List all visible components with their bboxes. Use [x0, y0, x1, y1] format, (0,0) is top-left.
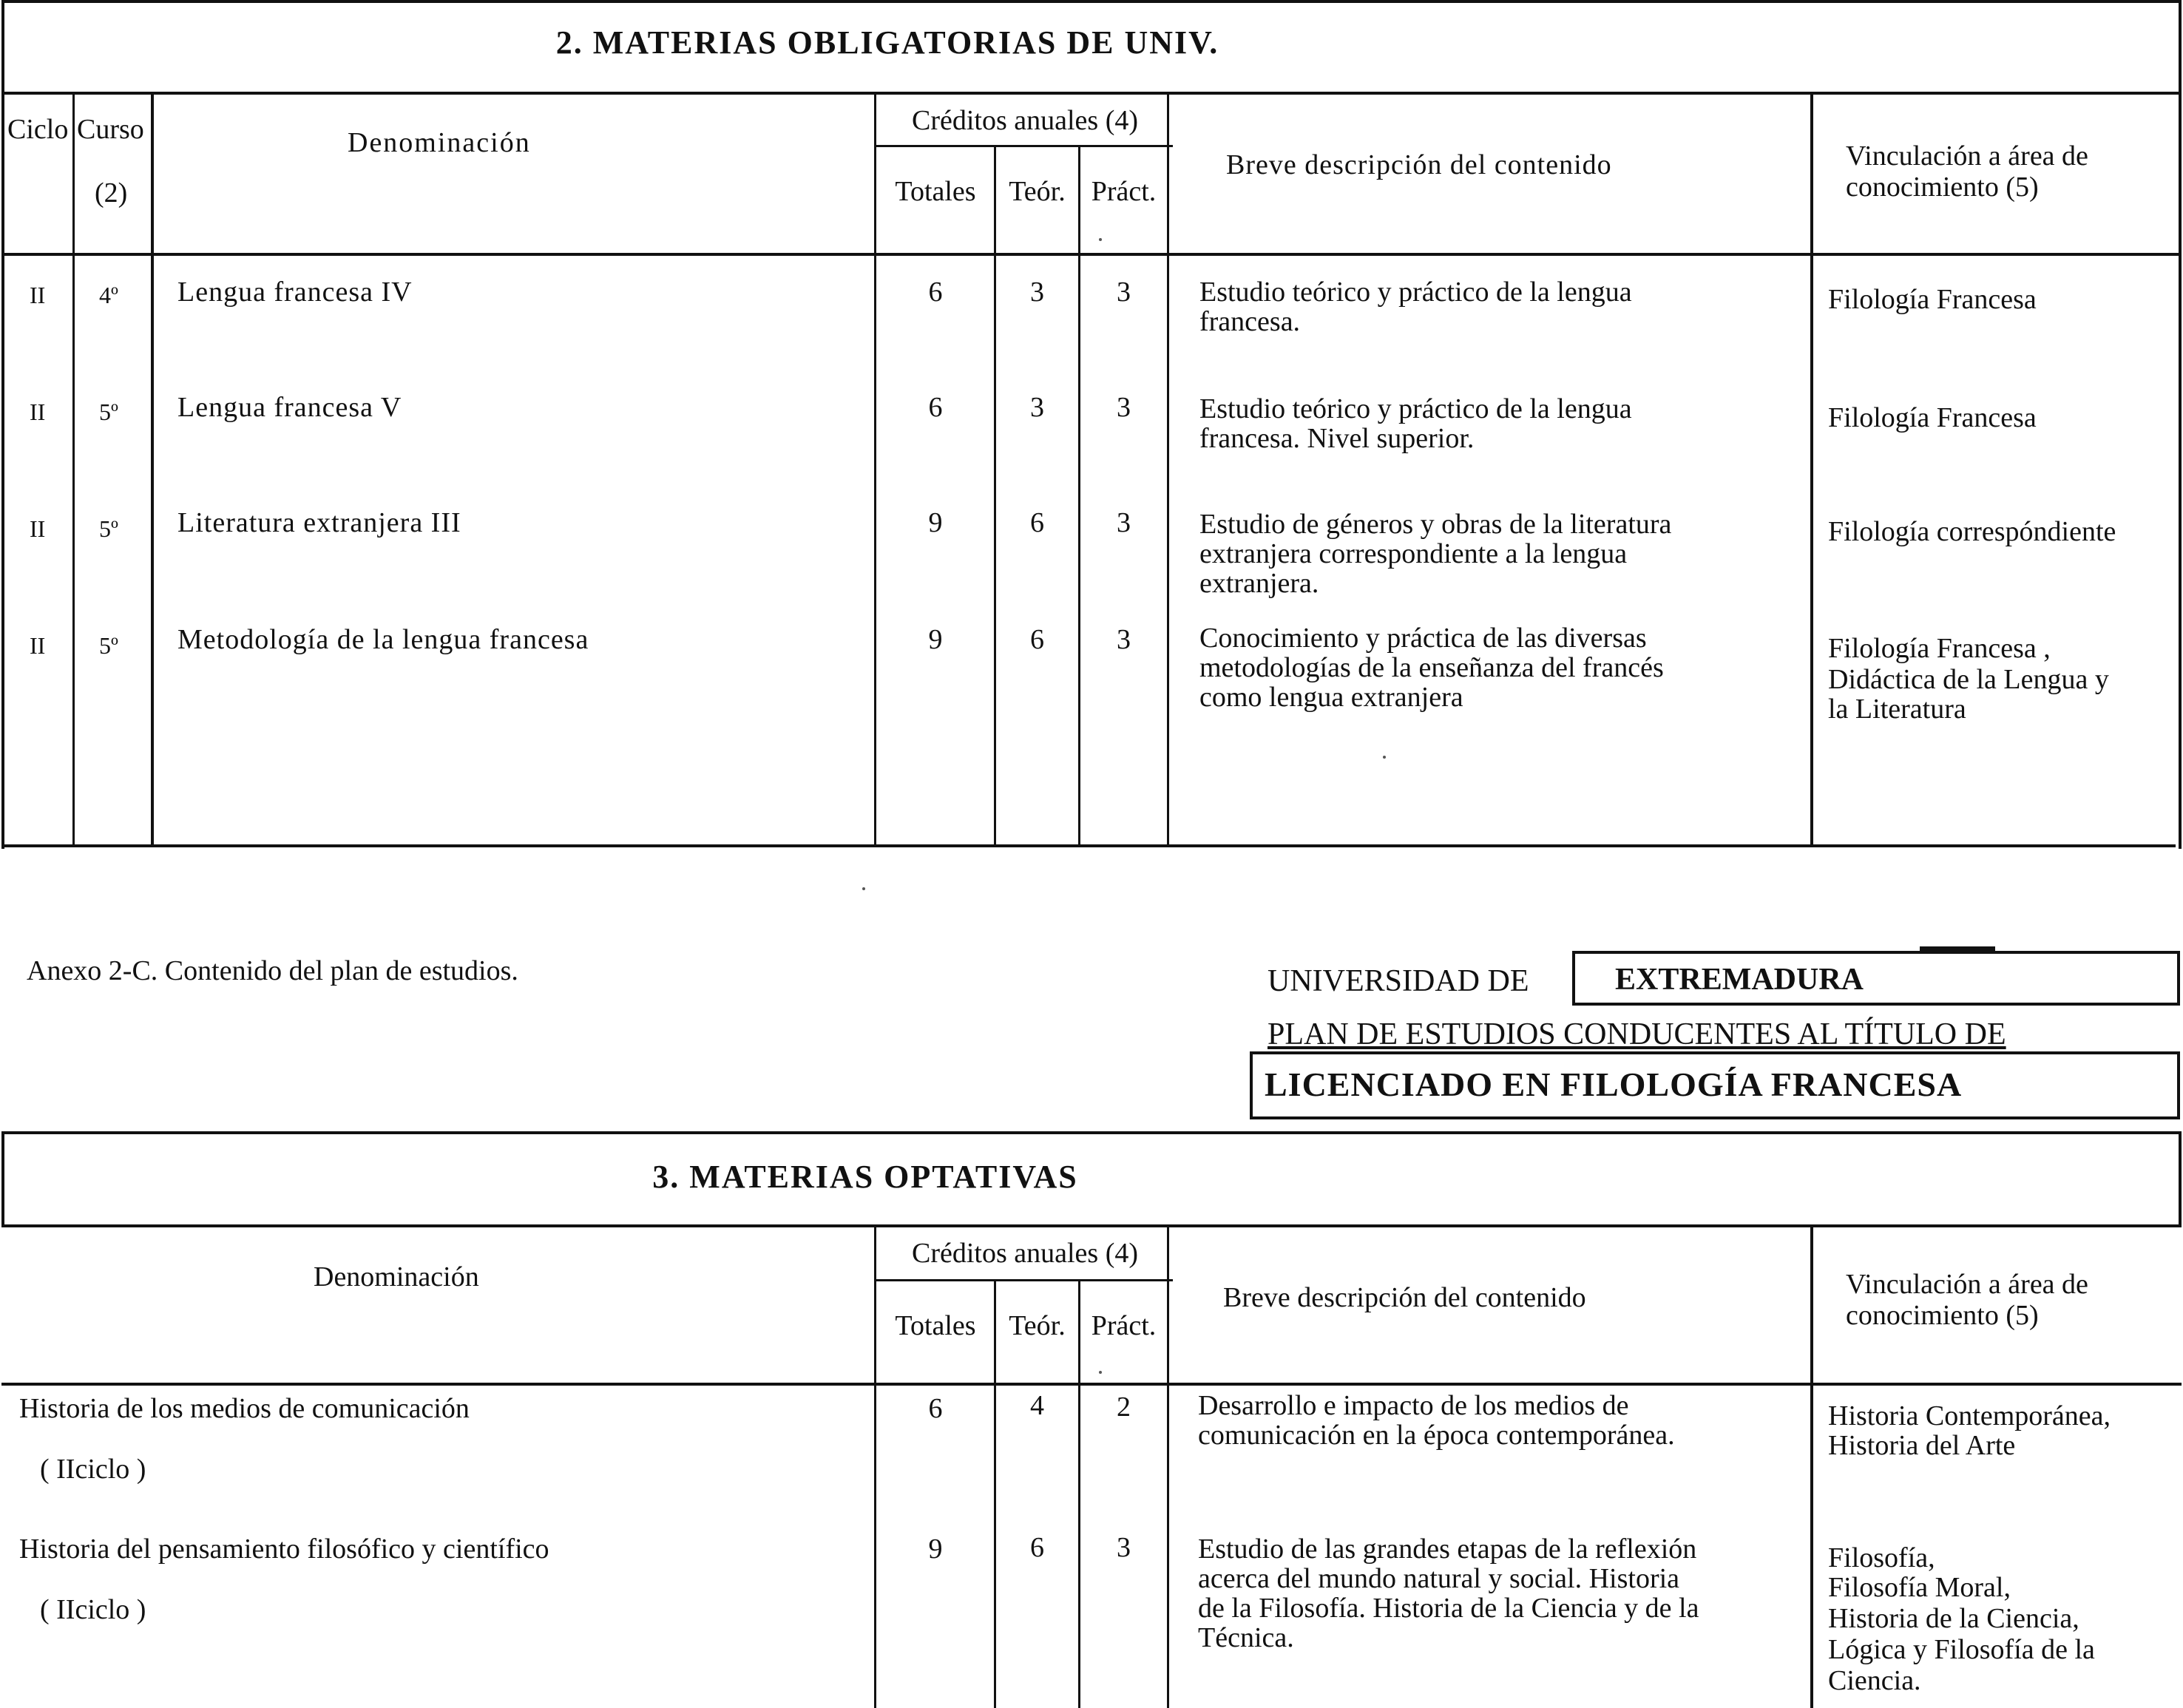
header-totales: Totales [895, 176, 976, 207]
cell-pract: 3 [1117, 277, 1131, 308]
header-totales: Totales [895, 1310, 976, 1341]
cell-desc-line: Estudio teórico y práctico de la lengua [1199, 277, 1632, 308]
cell-ciclo: II [30, 399, 46, 425]
header-vinculacion-2: conocimiento (5) [1846, 172, 2039, 203]
header-curso-note: (2) [95, 177, 128, 209]
cell-teor: 6 [1030, 1532, 1044, 1563]
cell-totales: 9 [928, 507, 943, 538]
cell-ciclo-note: ( IIciclo ) [40, 1594, 146, 1625]
cell-area-line: Filosofía, [1828, 1542, 1935, 1573]
annex-label: Anexo 2-C. Contenido del plan de estudios. [27, 955, 518, 986]
header-denominacion: Denominación [348, 127, 531, 158]
cell-desc-line: Técnica. [1198, 1622, 1294, 1653]
cell-totales: 9 [928, 1534, 943, 1565]
cell-desc-line: metodologías de la enseñanza del francés [1199, 652, 1664, 683]
cell-totales: 9 [928, 624, 943, 655]
header-vinculacion-2: conocimiento (5) [1846, 1300, 2039, 1331]
cell-desc-line: acerca del mundo natural y social. Historia [1198, 1563, 1680, 1594]
cell-curso: 5º [99, 632, 118, 659]
cell-desc-line: Desarrollo e impacto de los medios de [1198, 1390, 1629, 1421]
cell-denominacion: Historia de los medios de comunicación [19, 1393, 470, 1424]
header-descripcion: Breve descripción del contenido [1226, 149, 1612, 180]
table1-title: 2. MATERIAS OBLIGATORIAS DE UNIV. [555, 24, 1219, 61]
universidad-value: EXTREMADURA [1615, 963, 1864, 997]
cell-desc-line: comunicación en la época contemporánea. [1198, 1420, 1675, 1451]
cell-ciclo: II [30, 282, 46, 308]
cell-desc-line: extranjera. [1199, 568, 1319, 599]
table2-title: 3. MATERIAS OPTATIVAS [652, 1159, 1078, 1195]
cell-denominacion: Literatura extranjera III [177, 507, 461, 538]
cell-desc-line: Estudio de las grandes etapas de la reflexión [1198, 1534, 1697, 1565]
cell-pract: 3 [1117, 507, 1131, 538]
cell-curso: 5º [99, 399, 118, 425]
cell-ciclo: II [30, 515, 46, 542]
cell-area-line: la Literatura [1828, 694, 1966, 725]
cell-ciclo-note: ( IIciclo ) [40, 1454, 146, 1485]
cell-pract: 3 [1117, 624, 1131, 655]
cell-totales: 6 [928, 1393, 943, 1424]
header-ciclo: Ciclo [7, 114, 69, 145]
cell-pract: 3 [1117, 1532, 1131, 1563]
cell-desc-line: francesa. [1199, 306, 1301, 337]
cell-pract: 3 [1117, 392, 1131, 423]
cell-curso: 4º [99, 282, 118, 308]
cell-teor: 6 [1030, 624, 1044, 655]
cell-teor: 4 [1030, 1390, 1044, 1421]
cell-curso: 5º [99, 515, 118, 542]
cell-desc-line: Estudio de géneros y obras de la literatura [1199, 509, 1672, 540]
cell-area-line: Didáctica de la Lengua y [1828, 664, 2109, 695]
cell-desc-line: Estudio teórico y práctico de la lengua [1199, 393, 1632, 424]
header-pract: Práct. [1091, 1310, 1157, 1341]
cell-area-line: Historia Contemporánea, [1828, 1400, 2111, 1431]
cell-desc-line: de la Filosofía. Historia de la Ciencia y de la [1198, 1593, 1699, 1624]
cell-totales: 6 [928, 392, 943, 423]
cell-area-line: Filología Francesa [1828, 402, 2037, 433]
cell-area-line: Historia de la Ciencia, [1828, 1603, 2079, 1634]
cell-area-line: Filosofía Moral, [1828, 1572, 2011, 1603]
cell-area-line: Filología Francesa , [1828, 633, 2051, 664]
cell-desc-line: extranjera correspondiente a la lengua [1199, 538, 1628, 569]
cell-area-line: Historia del Arte [1828, 1430, 2016, 1461]
cell-area-line: Filología Francesa [1828, 284, 2037, 315]
cell-desc-line: francesa. Nivel superior. [1199, 423, 1475, 454]
cell-denominacion: Lengua francesa IV [177, 277, 413, 308]
header-teor: Teór. [1009, 1310, 1066, 1341]
universidad-label: UNIVERSIDAD DE [1268, 964, 1529, 998]
header-pract: Práct. [1091, 176, 1157, 207]
cell-area-line: Filología correspóndiente [1828, 516, 2116, 547]
cell-pract: 2 [1117, 1392, 1131, 1423]
cell-teor: 3 [1030, 392, 1044, 423]
header-descripcion: Breve descripción del contenido [1223, 1282, 1586, 1313]
cell-totales: 6 [928, 277, 943, 308]
titulo-value: LICENCIADO EN FILOLOGÍA FRANCESA [1265, 1065, 1963, 1103]
plan-label: PLAN DE ESTUDIOS CONDUCENTES AL TÍTULO DE [1268, 1017, 2006, 1051]
header-denominacion: Denominación [314, 1261, 479, 1292]
cell-area-line: Lógica y Filosofía de la [1828, 1634, 2095, 1665]
cell-denominacion: Lengua francesa V [177, 392, 402, 423]
header-creditos: Créditos anuales (4) [911, 105, 1139, 136]
header-creditos: Créditos anuales (4) [911, 1238, 1139, 1269]
cell-denominacion: Historia del pensamiento filosófico y científico [19, 1534, 549, 1565]
cell-teor: 3 [1030, 277, 1044, 308]
header-vinculacion-1: Vinculación a área de [1846, 140, 2088, 172]
cell-ciclo: II [30, 632, 46, 659]
header-curso: Curso [77, 114, 144, 145]
cell-denominacion: Metodología de la lengua francesa [177, 624, 589, 655]
cell-desc-line: como lengua extranjera [1199, 682, 1463, 713]
cell-desc-line: Conocimiento y práctica de las diversas [1199, 623, 1647, 654]
header-teor: Teór. [1009, 176, 1066, 207]
header-vinculacion-1: Vinculación a área de [1846, 1269, 2088, 1300]
cell-area-line: Ciencia. [1828, 1665, 1921, 1696]
cell-teor: 6 [1030, 507, 1044, 538]
